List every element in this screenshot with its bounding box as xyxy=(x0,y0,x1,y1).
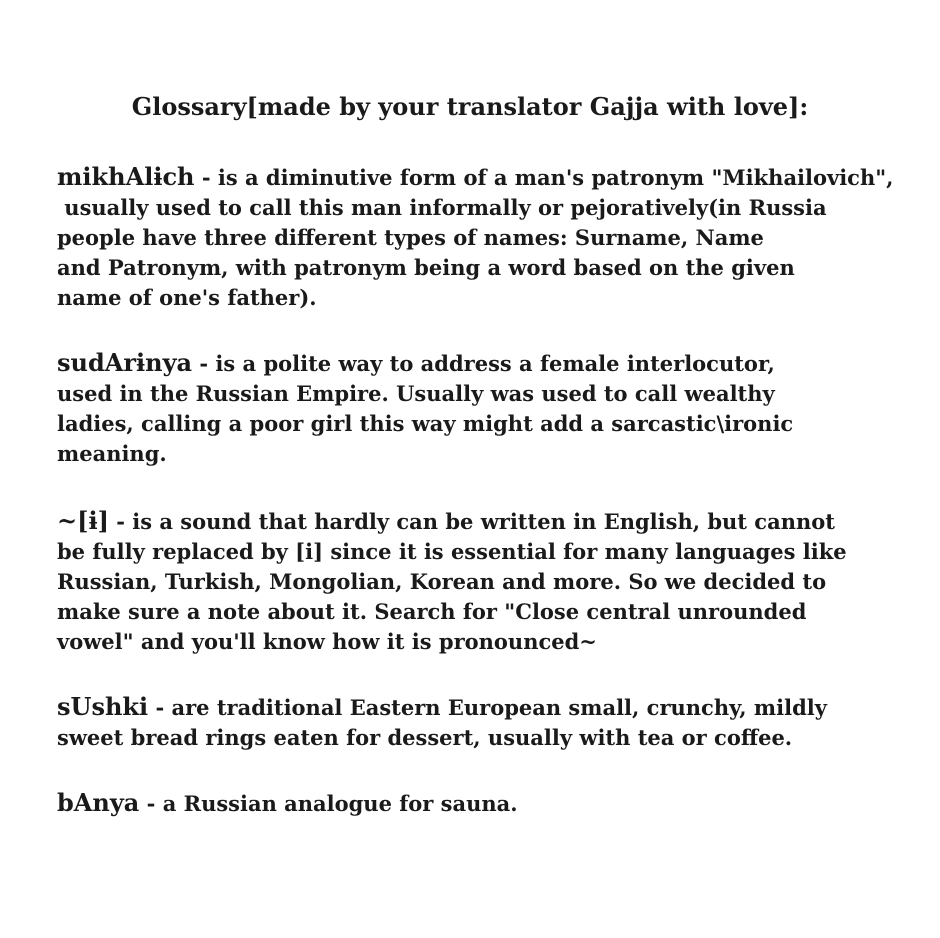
entry-line: meaning. xyxy=(57,441,167,466)
entry-line: vowel" and you'll know how it is pronounced~ xyxy=(57,629,597,654)
entry-line xyxy=(57,348,917,379)
entry-term: sUshki xyxy=(57,692,149,721)
glossary-entry-banya xyxy=(57,788,917,819)
entry-line xyxy=(57,788,917,819)
entry-line: and Patronym, with patronym being a word based on the given xyxy=(57,255,795,280)
entry-line xyxy=(57,506,917,537)
glossary-title: Glossary[made by your translator Gajja with love]: xyxy=(131,92,809,121)
entry-line: sweet bread rings eaten for dessert, usually with tea or coffee. xyxy=(57,725,793,750)
entry-line: used in the Russian Empire. Usually was used to call wealthy xyxy=(57,381,775,406)
entry-term: sudArɨnya xyxy=(57,348,193,377)
entry-line xyxy=(57,692,917,723)
entry-line: be fully replaced by [i] since it is essential for many languages like xyxy=(57,539,847,564)
entry-term: bAnya xyxy=(57,788,140,817)
glossary-entry-sushki xyxy=(57,692,917,753)
entry-line: Russian, Turkish, Mongolian, Korean and more. So we decided to xyxy=(57,569,827,594)
entry-line: people have three different types of names: Surname, Name xyxy=(57,225,764,250)
glossary-entry-sudarinya xyxy=(57,348,917,469)
entry-definition-text: - a Russian analogue for sauna. xyxy=(139,791,518,816)
entry-definition-text: - is a sound that hardly can be written in English, but cannot xyxy=(108,509,835,534)
entry-definition-text: - is a diminutive form of a man's patronym "Mikhailovich", xyxy=(194,165,894,190)
entry-term: mikhAlɨch xyxy=(57,162,195,191)
glossary-entry-sound xyxy=(57,506,917,657)
entry-term: ~[ɨ] xyxy=(57,506,109,535)
entry-definition-text: - is a polite way to address a female interlocutor, xyxy=(192,351,775,376)
entry-definition-text: - are traditional Eastern European small, crunchy, mildly xyxy=(148,695,827,720)
entry-line: make sure a note about it. Search for "Close central unrounded xyxy=(57,599,807,624)
entry-line: name of one's father). xyxy=(57,285,317,310)
glossary-entry-mikhalich xyxy=(57,162,917,313)
entry-line xyxy=(57,162,917,193)
entry-line: ladies, calling a poor girl this way might add a sarcastic\ironic xyxy=(57,411,794,436)
entry-line: usually used to call this man informally or pejoratively(in Russia xyxy=(57,195,827,220)
